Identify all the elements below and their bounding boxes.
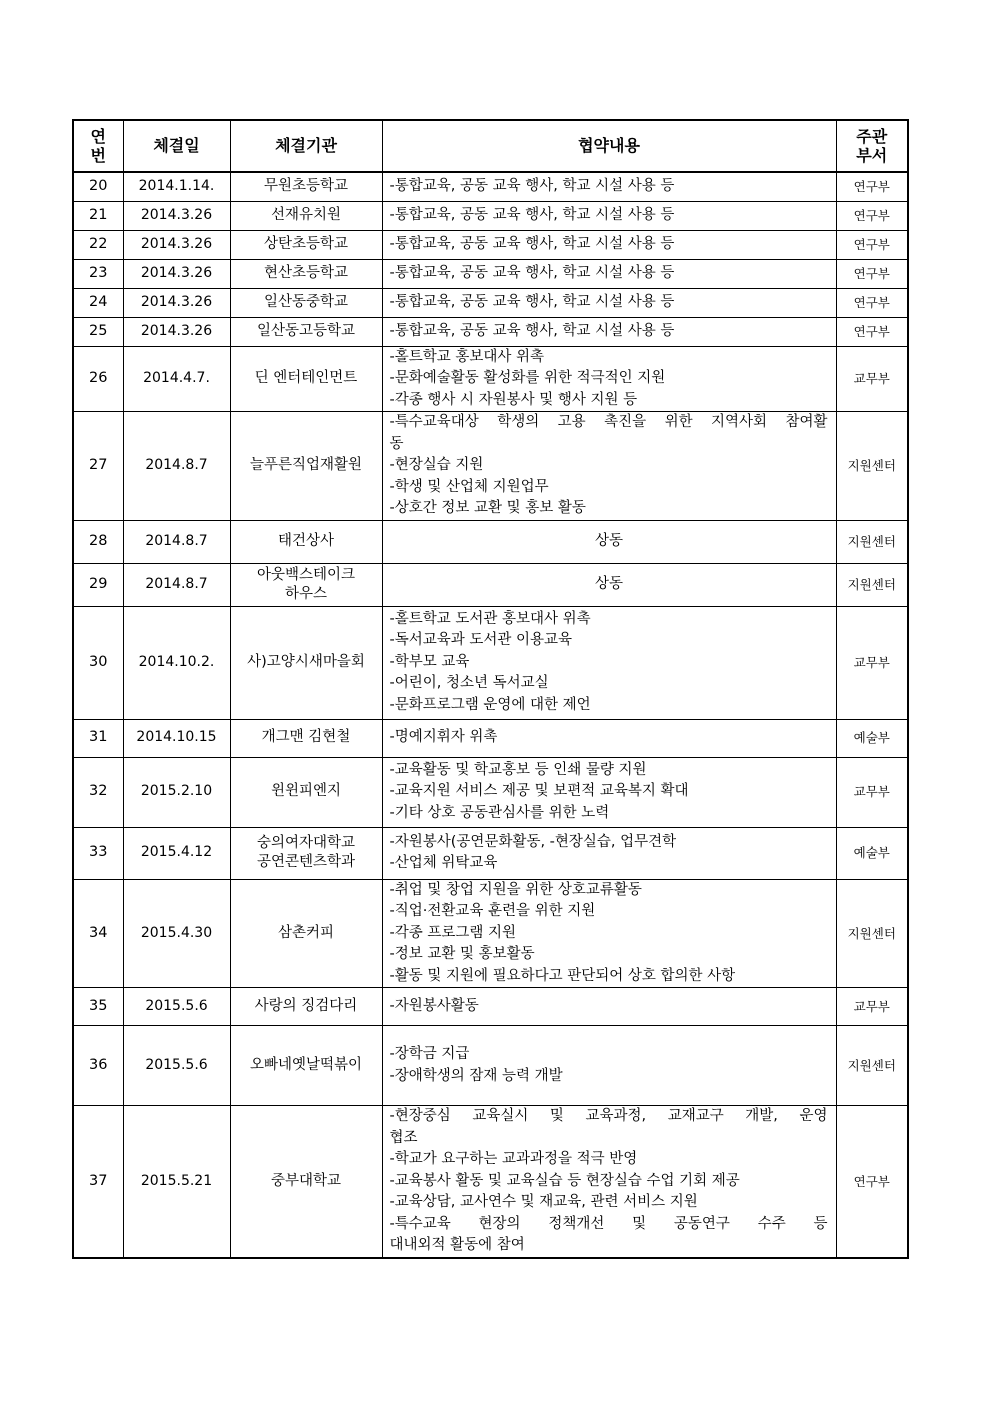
cell-content (382, 520, 836, 563)
cell-date: 2015.4.30 (123, 879, 230, 988)
cell-org (230, 288, 382, 317)
cell-num: 32 (73, 757, 123, 827)
cell-dept: 교무부 (836, 606, 908, 719)
org-line: 개그맨 김현철 (261, 729, 351, 746)
cell-content (382, 259, 836, 288)
content-line: -정보 교환 및 홍보활동 (389, 946, 535, 962)
org-line: 현산초등학교 (263, 264, 349, 281)
org-line: 무원초등학교 (263, 178, 349, 194)
table-row (73, 563, 908, 606)
content-line: -교육지원 서비스 제공 및 보편적 교육복지 확대 (389, 783, 689, 800)
content-line: -통합교육, 공동 교육 행사, 학교 시설 사용 등 (389, 322, 675, 339)
content-line: -취업 및 창업 지원을 위한 상호교류활동 (389, 881, 642, 898)
table-row (73, 412, 908, 521)
content-line: 상동 (594, 575, 623, 592)
cell-num: 24 (73, 288, 123, 317)
cell-dept: 지원센터 (836, 879, 908, 988)
content-line: -현장중심 교육실시 및 교육과정, 교재교구 개발, 운영 (389, 1108, 828, 1124)
org-line: 늘푸른직업재활원 (249, 457, 363, 473)
content-line: 협조 (389, 1129, 418, 1146)
cell-num: 27 (73, 412, 123, 521)
cell-content (382, 606, 836, 719)
cell-date: 2015.5.21 (123, 1106, 230, 1258)
content-line: -직업·전환교육 훈련을 위한 지원 (389, 903, 596, 919)
cell-content (382, 988, 836, 1026)
content-line: -산업체 위탁교육 (389, 855, 498, 871)
org-line: 태건상사 (277, 532, 335, 549)
content-line: -통합교육, 공동 교육 행사, 학교 시설 사용 등 (389, 293, 675, 310)
table-row (73, 288, 908, 317)
cell-dept: 교무부 (836, 988, 908, 1026)
org-line: 공연콘텐츠학과 (256, 854, 356, 870)
table-body (73, 172, 908, 1258)
header-content: 협약내용 (382, 120, 836, 172)
cell-date: 2014.10.2. (123, 606, 230, 719)
cell-dept: 지원센터 (836, 1026, 908, 1106)
cell-org (230, 827, 382, 879)
cell-num: 33 (73, 827, 123, 879)
org-line: 윈윈피엔지 (270, 783, 342, 800)
cell-content (382, 201, 836, 230)
content-line: -홀트학교 도서관 홍보대사 위촉 (389, 610, 591, 627)
cell-content (382, 719, 836, 757)
content-line: -자원봉사(공연문화활동, -현장실습, 업무견학 (389, 833, 677, 850)
cell-dept: 연구부 (836, 201, 908, 230)
cell-org (230, 606, 382, 719)
org-line: 일산동고등학교 (256, 322, 356, 339)
cell-dept: 예술부 (836, 827, 908, 879)
content-line: -통합교육, 공동 교육 행사, 학교 시설 사용 등 (389, 206, 675, 223)
cell-content (382, 288, 836, 317)
content-line: -홀트학교 홍보대사 위촉 (389, 348, 545, 365)
table-row (73, 201, 908, 230)
org-line: 하우스 (284, 585, 328, 602)
content-line: -자원봉사활동 (389, 997, 479, 1014)
content-line: -통합교육, 공동 교육 행사, 학교 시설 사용 등 (389, 178, 675, 194)
cell-dept: 연구부 (836, 230, 908, 259)
content-line: -기타 상호 공동관심사를 위한 노력 (389, 804, 610, 821)
cell-date: 2014.1.14. (123, 172, 230, 201)
content-line: -학교가 요구하는 교과과정을 적극 반영 (389, 1151, 638, 1167)
org-line: 숭의여자대학교 (256, 835, 356, 851)
cell-num: 36 (73, 1026, 123, 1106)
cell-dept: 연구부 (836, 1106, 908, 1258)
cell-content (382, 412, 836, 521)
cell-org (230, 346, 382, 412)
cell-date: 2014.3.26 (123, 201, 230, 230)
org-line: 중부대학교 (270, 1172, 342, 1189)
content-line: -독서교육과 도서관 이용교육 (389, 632, 573, 649)
cell-date: 2014.3.26 (123, 259, 230, 288)
org-line: 상탄초등학교 (263, 235, 349, 252)
cell-org (230, 988, 382, 1026)
content-line: -각종 프로그램 지원 (389, 924, 517, 941)
cell-org (230, 1106, 382, 1258)
table-row (73, 346, 908, 412)
content-line: -특수교육대상 학생의 고용 촉진을 위한 지역사회 참여활 (389, 414, 828, 430)
table-row (73, 988, 908, 1026)
cell-dept: 연구부 (836, 172, 908, 201)
cell-date: 2015.4.12 (123, 827, 230, 879)
table-row (73, 827, 908, 879)
header-row (73, 120, 908, 172)
cell-org (230, 259, 382, 288)
org-line: 사랑의 징검다리 (254, 997, 358, 1014)
cell-content (382, 172, 836, 201)
cell-content (382, 563, 836, 606)
cell-num: 28 (73, 520, 123, 563)
org-line: 오빠네옛날떡볶이 (249, 1056, 363, 1073)
cell-org (230, 563, 382, 606)
content-line: -교육상담, 교사연수 및 재교육, 관련 서비스 지원 (389, 1194, 698, 1210)
cell-org (230, 412, 382, 521)
cell-num: 21 (73, 201, 123, 230)
content-line: -문화프로그램 운영에 대한 제언 (389, 696, 591, 713)
cell-date: 2015.2.10 (123, 757, 230, 827)
cell-date: 2014.4.7. (123, 346, 230, 412)
cell-org (230, 317, 382, 346)
cell-dept: 지원센터 (836, 520, 908, 563)
cell-num: 29 (73, 563, 123, 606)
cell-dept: 교무부 (836, 757, 908, 827)
header-org: 체결기관 (230, 120, 382, 172)
cell-org (230, 879, 382, 988)
table-row (73, 1106, 908, 1258)
cell-dept: 지원센터 (836, 563, 908, 606)
cell-date: 2014.3.26 (123, 317, 230, 346)
org-line: 아웃백스테이크 (256, 566, 356, 583)
table-row (73, 172, 908, 201)
table-row (73, 259, 908, 288)
org-line: 선재유치원 (270, 206, 342, 223)
cell-content (382, 879, 836, 988)
cell-date: 2014.8.7 (123, 412, 230, 521)
cell-content (382, 1026, 836, 1106)
content-line: -장애학생의 잠재 능력 개발 (389, 1067, 563, 1084)
table-row (73, 757, 908, 827)
content-line: -교육봉사 활동 및 교육실습 등 현장실습 수업 기회 제공 (389, 1172, 740, 1189)
table-row (73, 317, 908, 346)
cell-content (382, 1106, 836, 1258)
cell-content (382, 346, 836, 412)
org-line: 사)고양시새마을회 (247, 653, 365, 670)
org-line: 삼촌커피 (277, 924, 335, 941)
content-line: 상동 (594, 532, 623, 549)
cell-date: 2015.5.6 (123, 988, 230, 1026)
content-line: 대내외적 활동에 참여 (389, 1237, 525, 1253)
table-row (73, 879, 908, 988)
content-line: -통합교육, 공동 교육 행사, 학교 시설 사용 등 (389, 235, 675, 252)
header-dept: 주관 부서 (836, 120, 908, 172)
cell-date: 2015.5.6 (123, 1026, 230, 1106)
cell-org (230, 719, 382, 757)
content-line: -어린이, 청소년 독서교실 (389, 675, 549, 692)
cell-num: 23 (73, 259, 123, 288)
cell-num: 34 (73, 879, 123, 988)
cell-dept: 연구부 (836, 288, 908, 317)
cell-dept: 예술부 (836, 719, 908, 757)
cell-dept: 지원센터 (836, 412, 908, 521)
cell-org (230, 201, 382, 230)
table-row (73, 1026, 908, 1106)
content-line: -명예지휘자 위촉 (389, 729, 498, 746)
cell-num: 22 (73, 230, 123, 259)
cell-num: 30 (73, 606, 123, 719)
cell-date: 2014.3.26 (123, 230, 230, 259)
cell-content (382, 230, 836, 259)
cell-num: 35 (73, 988, 123, 1026)
content-line: -각종 행사 시 자원봉사 및 행사 지원 등 (389, 391, 638, 408)
content-line: -통합교육, 공동 교육 행사, 학교 시설 사용 등 (389, 264, 675, 281)
cell-org (230, 172, 382, 201)
cell-content (382, 827, 836, 879)
cell-num: 25 (73, 317, 123, 346)
cell-date: 2014.8.7 (123, 520, 230, 563)
content-line: 동 (389, 435, 404, 452)
content-line: -특수교육 현장의 정책개선 및 공동연구 수주 등 (389, 1215, 828, 1232)
cell-org (230, 1026, 382, 1106)
cell-num: 31 (73, 719, 123, 757)
content-line: -상호간 정보 교환 및 홍보 활동 (389, 500, 586, 516)
table-row (73, 520, 908, 563)
content-line: -교육활동 및 학교홍보 등 인쇄 물량 지원 (389, 761, 647, 778)
content-line: -학부모 교육 (389, 653, 470, 670)
cell-num: 26 (73, 346, 123, 412)
cell-org (230, 230, 382, 259)
content-line: -학생 및 산업체 지원업무 (389, 478, 549, 495)
cell-org (230, 757, 382, 827)
table-row (73, 719, 908, 757)
content-line: -현장실습 지원 (389, 457, 484, 473)
header-date: 체결일 (123, 120, 230, 172)
cell-date: 2014.10.15 (123, 719, 230, 757)
cell-date: 2014.3.26 (123, 288, 230, 317)
content-line: -문화예술활동 활성화를 위한 적극적인 지원 (389, 370, 666, 386)
content-line: -활동 및 지원에 필요하다고 판단되어 상호 합의한 사항 (389, 967, 736, 984)
agreement-table (72, 119, 909, 1259)
table-row (73, 606, 908, 719)
cell-num: 37 (73, 1106, 123, 1258)
cell-dept: 연구부 (836, 259, 908, 288)
cell-content (382, 317, 836, 346)
org-line: 딘 엔터테인먼트 (254, 370, 358, 386)
cell-dept: 연구부 (836, 317, 908, 346)
cell-org (230, 520, 382, 563)
org-line: 일산동중학교 (263, 293, 349, 310)
header-num: 연 번 (73, 120, 123, 172)
table-row (73, 230, 908, 259)
cell-num: 20 (73, 172, 123, 201)
cell-dept: 교무부 (836, 346, 908, 412)
cell-content (382, 757, 836, 827)
content-line: -장학금 지급 (389, 1046, 470, 1062)
cell-date: 2014.8.7 (123, 563, 230, 606)
